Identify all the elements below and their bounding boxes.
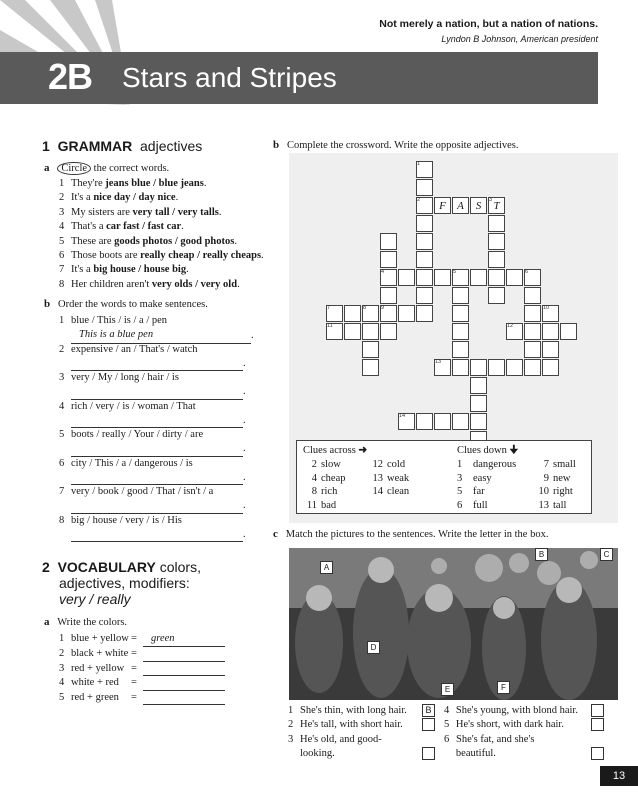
section-subtitle: very / really [59, 591, 131, 607]
exercise-label: a [44, 616, 50, 628]
instruction-text: Match the pictures to the sentences. Write the letter in the box. [285, 529, 549, 540]
crossword-cell[interactable] [524, 305, 541, 322]
section-subtitle: colors, [159, 559, 201, 575]
vocabulary-a-list [59, 632, 239, 705]
photo-tag-e: E [441, 683, 454, 696]
answer-field[interactable] [143, 647, 225, 661]
instruction-text: Write the colors. [57, 617, 128, 628]
crossword-cell[interactable] [416, 251, 433, 268]
crossword-cell[interactable] [452, 413, 469, 430]
crossword-cell[interactable] [416, 215, 433, 232]
crossword-letter: S [470, 197, 487, 214]
clue-number: 6 [525, 269, 529, 275]
clue-number: 14 [399, 413, 406, 419]
clue-number: 3 [489, 197, 493, 203]
crossword-cell[interactable] [452, 287, 469, 304]
match-instruction [273, 527, 548, 542]
illustration-image [289, 548, 618, 700]
quote-attribution: Lyndon B Johnson, American president [441, 34, 598, 44]
crossword-cell[interactable] [416, 305, 433, 322]
crossword-cell[interactable] [380, 323, 397, 340]
crossword-letter: T [488, 197, 505, 214]
section-subtitle: adjectives [140, 138, 203, 154]
instruction-text: Order the words to make sentences. [58, 299, 208, 310]
list-item[interactable]: 3 My sisters are very tall / very talls. [59, 206, 222, 218]
page-title: Stars and Stripes [122, 62, 337, 93]
crossword-cell[interactable] [470, 269, 487, 286]
vocabulary-a-instruction [44, 615, 127, 630]
clue-number: 8 [363, 305, 367, 311]
photo-tag-f: F [497, 681, 510, 694]
crossword-cell[interactable] [452, 323, 469, 340]
clue-number: 10 [543, 305, 550, 311]
answer-field[interactable] [143, 662, 225, 676]
clue-number: 7 [327, 305, 331, 311]
crossword-cell[interactable] [488, 287, 505, 304]
circle-word: Circle [57, 162, 91, 175]
crossword-cell[interactable] [470, 359, 487, 376]
list-item[interactable]: 6 Those boots are really cheap / really cheaps. [59, 250, 264, 262]
arrow-down-icon: 🠋 [509, 445, 519, 456]
crossword-cell[interactable] [344, 323, 361, 340]
photo-tag-b: B [535, 548, 548, 561]
crossword-cell[interactable] [470, 395, 487, 412]
exercise-label: b [273, 139, 280, 151]
list-item: 3 very / My / long / hair / is . [59, 371, 255, 400]
answer-field[interactable]: green [143, 632, 225, 647]
answer-box[interactable] [591, 704, 604, 717]
exercise-label: b [44, 298, 51, 310]
grammar-a-instruction [44, 161, 169, 176]
list-item: 4 She's young, with blond hair. [444, 704, 604, 718]
arrow-right-icon: ➜ [358, 445, 368, 456]
grammar-b-list [59, 314, 255, 542]
crossword-cell[interactable] [398, 305, 415, 322]
list-item[interactable]: 8 Her children aren't very olds / very old. [59, 278, 240, 290]
crossword-letter: F [434, 197, 451, 214]
match-list-right [444, 704, 604, 762]
quote-text: Not merely a nation, but a nation of nations. [379, 18, 598, 30]
clue-number: 1 [417, 161, 421, 167]
epigraph [379, 18, 598, 44]
crossword-cell[interactable] [452, 359, 469, 376]
list-item: 4 white + red = [59, 676, 239, 690]
section-number: 1 [42, 138, 50, 154]
exercise-label: a [44, 162, 50, 174]
clue-number: 5 [453, 269, 457, 275]
crossword-cell[interactable] [542, 341, 559, 358]
crossword-cell[interactable] [452, 305, 469, 322]
crossword-cell[interactable] [398, 269, 415, 286]
list-item: 2 black + white = [59, 647, 239, 661]
crossword-cell[interactable] [560, 323, 577, 340]
list-item: 7 very / book / good / That / isn't / a . [59, 485, 255, 514]
answer-field[interactable] [71, 541, 243, 542]
list-item[interactable]: 1 They're jeans blue / blue jeans. [59, 178, 207, 189]
match-list-left [288, 704, 436, 762]
list-item: looking. [288, 747, 436, 761]
photo-tag-c: C [600, 548, 613, 561]
crossword-cell[interactable] [470, 413, 487, 430]
clue-number: 2 [417, 197, 421, 203]
clue-number: 12 [507, 323, 514, 329]
crossword-instruction [273, 138, 519, 153]
list-item: 1 blue / This / is / a / pen This is a blue pen . [59, 314, 255, 343]
list-item: 3 He's old, and good- [288, 733, 382, 745]
answer-box[interactable] [422, 747, 435, 760]
party-illustration [289, 548, 618, 700]
page-number: 13 [600, 766, 638, 786]
list-item[interactable]: 7 It's a big house / house big. [59, 264, 189, 276]
crossword-cell[interactable] [434, 413, 451, 430]
crossword-cell[interactable] [524, 323, 541, 340]
clues-box [296, 440, 592, 514]
crossword-cell[interactable] [452, 341, 469, 358]
list-item: 2 He's tall, with short hair. [288, 718, 436, 732]
instruction-text: Complete the crossword. Write the opposite adjectives. [287, 140, 519, 151]
crossword-grid [289, 153, 618, 438]
grammar-b-instruction [44, 297, 208, 312]
list-item: 1 blue + yellow = green [59, 632, 239, 647]
exercise-label: c [273, 528, 278, 540]
crossword-cell[interactable] [362, 323, 379, 340]
crossword-cell[interactable] [362, 359, 379, 376]
grammar-a-list [59, 177, 269, 292]
list-item: 5 He's short, with dark hair. [444, 718, 604, 732]
list-item: 2 expensive / an / That's / watch . [59, 343, 255, 372]
section-title: VOCABULARY [57, 559, 156, 575]
crossword-cell[interactable] [416, 269, 433, 286]
list-item: 4 rich / very / is / woman / That . [59, 400, 255, 429]
photo-tag-d: D [367, 641, 380, 654]
list-item: 8 big / house / very / is / His . [59, 514, 255, 543]
crossword-cell[interactable] [416, 413, 433, 430]
clue-number: 13 [435, 359, 442, 365]
section-title: GRAMMAR [57, 138, 133, 154]
list-item[interactable]: 4 That's a car fast / fast car. [59, 221, 184, 233]
crossword-cell[interactable] [542, 323, 559, 340]
crossword-cell[interactable] [524, 341, 541, 358]
answer-field[interactable] [143, 676, 225, 690]
answer-box[interactable] [422, 718, 435, 731]
crossword-cell[interactable] [542, 359, 559, 376]
photo-tag-a: A [320, 561, 333, 574]
instruction-text: the correct words. [93, 163, 170, 174]
answer-box[interactable] [591, 718, 604, 731]
crossword-cell[interactable] [416, 287, 433, 304]
clue-number: 9 [381, 305, 385, 311]
list-item: beautiful. [444, 747, 604, 761]
crossword-cell[interactable] [362, 341, 379, 358]
crossword-cell[interactable] [488, 233, 505, 250]
crossword-cell[interactable] [488, 359, 505, 376]
list-item: 6 She's fat, and she's [444, 733, 535, 745]
clue-number: 11 [327, 323, 333, 329]
list-item: 5 boots / really / Your / dirty / are . [59, 428, 255, 457]
list-item: 3 red + yellow = [59, 662, 239, 676]
crossword-cell[interactable] [524, 287, 541, 304]
clues-down-title: Clues down [457, 445, 507, 456]
grammar-heading [42, 138, 202, 154]
crossword-cell[interactable] [416, 179, 433, 196]
list-item: 1 She's thin, with long hair. B [288, 704, 436, 718]
list-item[interactable]: 2 It's a nice day / day nice. [59, 192, 179, 204]
list-item[interactable]: 5 These are goods photos / good photos. [59, 235, 237, 247]
crossword-cell[interactable] [380, 287, 397, 304]
clues-down: Clues down 🠋 1 dangerous 7 small 3 easy 9 new 5 far 10 right 6 full 13 tall [457, 445, 576, 511]
crossword-cell[interactable] [524, 359, 541, 376]
crossword-cell[interactable] [470, 377, 487, 394]
crossword-cell[interactable] [506, 269, 523, 286]
section-subtitle: adjectives, modifiers: [59, 575, 190, 591]
list-item: 5 red + green = [59, 691, 239, 705]
answer-field[interactable]: This is a blue pen [71, 328, 251, 343]
answer-box[interactable]: B [422, 704, 435, 717]
crossword-cell[interactable] [416, 233, 433, 250]
crossword-cell[interactable] [344, 305, 361, 322]
answer-field[interactable] [143, 691, 225, 705]
crossword-cell[interactable] [380, 233, 397, 250]
answer-box[interactable] [591, 747, 604, 760]
section-number: 2 [42, 559, 50, 575]
vocabulary-heading [42, 559, 201, 607]
crossword-cell[interactable] [488, 269, 505, 286]
crossword-cell[interactable] [434, 269, 451, 286]
crossword-cell[interactable] [488, 215, 505, 232]
crossword-cell[interactable] [506, 359, 523, 376]
list-item: 6 city / This / a / dangerous / is . [59, 457, 255, 486]
clue-number: 4 [381, 269, 385, 275]
clues-across-title: Clues across [303, 445, 356, 456]
crossword-letter: A [452, 197, 469, 214]
crossword-cell[interactable] [488, 251, 505, 268]
clues-across: Clues across ➜ 2 slow 12 cold 4 cheap 13 weak 8 rich 14 clean 11 bad [303, 445, 410, 511]
unit-number: 2B [48, 56, 93, 97]
crossword-cell[interactable] [380, 251, 397, 268]
